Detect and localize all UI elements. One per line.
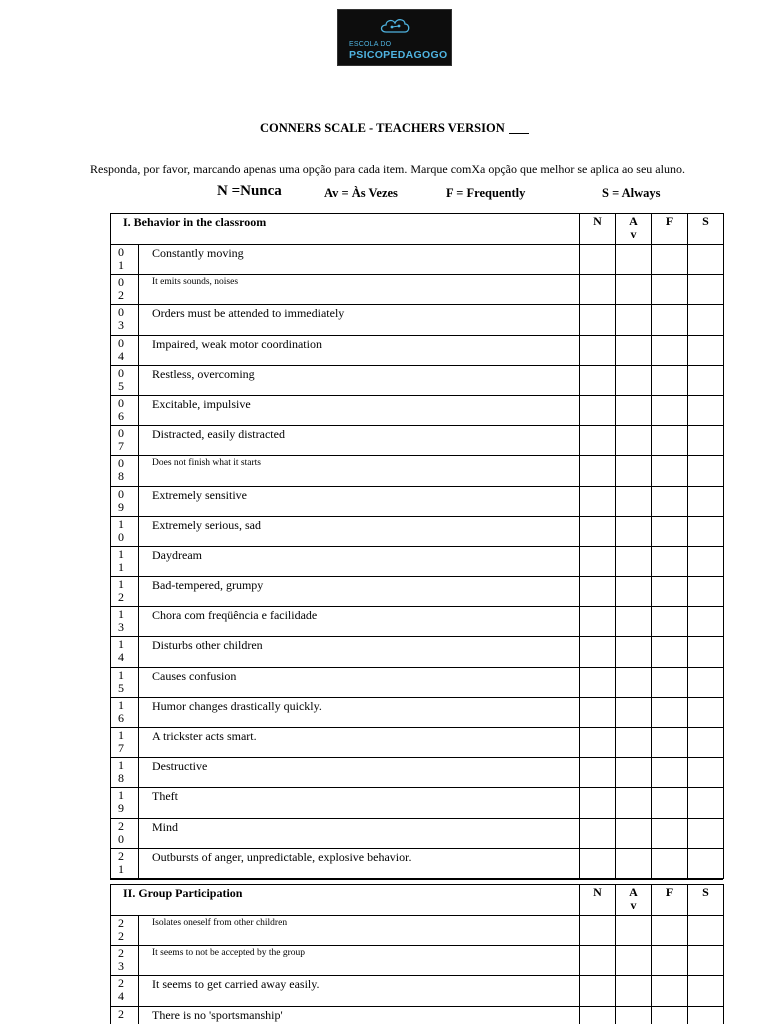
column-header: A v xyxy=(616,214,652,245)
item-number: 0 9 xyxy=(111,486,139,516)
item-number: 1 3 xyxy=(111,607,139,637)
answer-cell-n[interactable] xyxy=(580,788,616,818)
item-text: It seems to get carried away easily. xyxy=(139,976,580,1006)
item-text: Daydream xyxy=(139,546,580,576)
answer-cell-av[interactable] xyxy=(616,395,652,425)
instructions-text: Responda, por favor, marcando apenas uma opção para cada item. Marque comXa opção que melhor se aplica ao seu aluno. xyxy=(90,162,685,176)
answer-cell-n[interactable] xyxy=(580,667,616,697)
answer-cell-f[interactable] xyxy=(652,916,688,946)
item-row xyxy=(111,758,724,788)
answer-cell-n[interactable] xyxy=(580,976,616,1006)
answer-cell-s[interactable] xyxy=(688,365,724,395)
answer-cell-n[interactable] xyxy=(580,365,616,395)
answer-cell-s[interactable] xyxy=(688,546,724,576)
item-text: Restless, overcoming xyxy=(139,365,580,395)
answer-cell-av[interactable] xyxy=(616,637,652,667)
answer-cell-n[interactable] xyxy=(580,946,616,976)
item-number: 2 4 xyxy=(111,976,139,1006)
answer-cell-f[interactable] xyxy=(652,395,688,425)
logo-big-text: PSICOPEDAGOGO xyxy=(349,49,448,61)
item-number: 0 2 xyxy=(111,275,139,305)
answer-cell-n[interactable] xyxy=(580,546,616,576)
answer-cell-av[interactable] xyxy=(616,275,652,305)
section-table-classroom xyxy=(110,213,724,879)
item-text: Distracted, easily distracted xyxy=(139,426,580,456)
item-row xyxy=(111,697,724,727)
item-text: It emits sounds, noises xyxy=(139,275,580,305)
item-number: 2 0 xyxy=(111,818,139,848)
answer-cell-n[interactable] xyxy=(580,245,616,275)
answer-cell-av[interactable] xyxy=(616,1006,652,1024)
answer-cell-f[interactable] xyxy=(652,946,688,976)
item-number: 0 1 xyxy=(111,245,139,275)
answer-cell-f[interactable] xyxy=(652,546,688,576)
column-header: S xyxy=(688,214,724,245)
item-row xyxy=(111,305,724,335)
answer-cell-n[interactable] xyxy=(580,637,616,667)
answer-cell-f[interactable] xyxy=(652,335,688,365)
column-header: N xyxy=(580,214,616,245)
answer-cell-f[interactable] xyxy=(652,818,688,848)
column-header: F xyxy=(652,214,688,245)
answer-cell-s[interactable] xyxy=(688,577,724,607)
item-number: 2 3 xyxy=(111,946,139,976)
item-row xyxy=(111,667,724,697)
answer-cell-av[interactable] xyxy=(616,516,652,546)
answer-cell-av[interactable] xyxy=(616,916,652,946)
answer-cell-av[interactable] xyxy=(616,697,652,727)
answer-cell-av[interactable] xyxy=(616,335,652,365)
item-number: 0 8 xyxy=(111,456,139,486)
answer-cell-f[interactable] xyxy=(652,365,688,395)
item-row xyxy=(111,486,724,516)
answer-cell-n[interactable] xyxy=(580,486,616,516)
answer-cell-av[interactable] xyxy=(616,848,652,878)
answer-cell-av[interactable] xyxy=(616,976,652,1006)
answer-cell-n[interactable] xyxy=(580,275,616,305)
item-number: 0 3 xyxy=(111,305,139,335)
answer-cell-n[interactable] xyxy=(580,728,616,758)
item-text: Does not finish what it starts xyxy=(139,456,580,486)
item-text: Chora com freqüência e facilidade xyxy=(139,607,580,637)
answer-cell-f[interactable] xyxy=(652,577,688,607)
item-text: Causes confusion xyxy=(139,667,580,697)
item-row xyxy=(111,946,724,976)
column-header: N xyxy=(580,885,616,916)
item-number: 2 2 xyxy=(111,916,139,946)
answer-cell-f[interactable] xyxy=(652,426,688,456)
answer-cell-f[interactable] xyxy=(652,788,688,818)
answer-cell-n[interactable] xyxy=(580,335,616,365)
answer-cell-s[interactable] xyxy=(688,426,724,456)
item-text: Mind xyxy=(139,818,580,848)
item-row xyxy=(111,607,724,637)
brain-cloud-icon xyxy=(378,14,412,38)
answer-cell-s[interactable] xyxy=(688,275,724,305)
answer-cell-f[interactable] xyxy=(652,667,688,697)
item-number: 0 6 xyxy=(111,395,139,425)
answer-cell-n[interactable] xyxy=(580,916,616,946)
answer-cell-f[interactable] xyxy=(652,305,688,335)
page-title: CONNERS SCALE - TEACHERS VERSION xyxy=(260,121,505,135)
answer-cell-n[interactable] xyxy=(580,1006,616,1024)
column-header: A v xyxy=(616,885,652,916)
answer-cell-s[interactable] xyxy=(688,486,724,516)
answer-cell-n[interactable] xyxy=(580,516,616,546)
item-row xyxy=(111,546,724,576)
answer-cell-n[interactable] xyxy=(580,697,616,727)
item-row xyxy=(111,395,724,425)
item-row xyxy=(111,637,724,667)
answer-cell-s[interactable] xyxy=(688,245,724,275)
answer-cell-n[interactable] xyxy=(580,607,616,637)
answer-cell-s[interactable] xyxy=(688,637,724,667)
answer-cell-n[interactable] xyxy=(580,426,616,456)
item-number: 2 xyxy=(111,1006,139,1024)
legend-always: S = Always xyxy=(602,186,661,200)
answer-cell-av[interactable] xyxy=(616,456,652,486)
item-row xyxy=(111,976,724,1006)
item-row xyxy=(111,365,724,395)
legend-sometimes: Av = Às Vezes xyxy=(324,186,398,200)
answer-cell-s[interactable] xyxy=(688,1006,724,1024)
item-row xyxy=(111,577,724,607)
answer-cell-n[interactable] xyxy=(580,305,616,335)
item-number: 0 4 xyxy=(111,335,139,365)
item-row xyxy=(111,275,724,305)
section-title: II. Group Participation xyxy=(111,885,580,916)
answer-cell-f[interactable] xyxy=(652,607,688,637)
item-number: 0 7 xyxy=(111,426,139,456)
item-text: Humor changes drastically quickly. xyxy=(139,697,580,727)
section-header-row xyxy=(111,885,724,916)
answer-cell-av[interactable] xyxy=(616,818,652,848)
item-row xyxy=(111,516,724,546)
answer-cell-s[interactable] xyxy=(688,607,724,637)
answer-cell-s[interactable] xyxy=(688,667,724,697)
item-text: Bad-tempered, grumpy xyxy=(139,577,580,607)
item-number: 1 5 xyxy=(111,667,139,697)
item-text: A trickster acts smart. xyxy=(139,728,580,758)
answer-cell-s[interactable] xyxy=(688,848,724,878)
school-logo xyxy=(337,9,452,66)
answer-cell-s[interactable] xyxy=(688,818,724,848)
item-row xyxy=(111,1006,724,1024)
answer-cell-av[interactable] xyxy=(616,607,652,637)
item-row xyxy=(111,335,724,365)
answer-cell-f[interactable] xyxy=(652,976,688,1006)
answer-cell-av[interactable] xyxy=(616,667,652,697)
answer-cell-f[interactable] xyxy=(652,848,688,878)
answer-cell-f[interactable] xyxy=(652,728,688,758)
answer-cell-av[interactable] xyxy=(616,486,652,516)
item-row xyxy=(111,245,724,275)
item-text: Extremely serious, sad xyxy=(139,516,580,546)
item-number: 0 5 xyxy=(111,365,139,395)
item-text: Orders must be attended to immediately xyxy=(139,305,580,335)
answer-cell-s[interactable] xyxy=(688,456,724,486)
title-underline xyxy=(509,133,529,134)
answer-cell-f[interactable] xyxy=(652,486,688,516)
answer-cell-av[interactable] xyxy=(616,788,652,818)
answer-cell-n[interactable] xyxy=(580,395,616,425)
answer-cell-s[interactable] xyxy=(688,305,724,335)
answer-cell-s[interactable] xyxy=(688,788,724,818)
answer-cell-n[interactable] xyxy=(580,818,616,848)
column-header: F xyxy=(652,885,688,916)
answer-cell-av[interactable] xyxy=(616,946,652,976)
item-text: Disturbs other children xyxy=(139,637,580,667)
answer-cell-f[interactable] xyxy=(652,516,688,546)
item-number: 1 4 xyxy=(111,637,139,667)
answer-cell-av[interactable] xyxy=(616,245,652,275)
answer-cell-s[interactable] xyxy=(688,758,724,788)
item-row xyxy=(111,426,724,456)
legend-frequently: F = Frequently xyxy=(446,186,526,200)
answer-cell-av[interactable] xyxy=(616,426,652,456)
answer-cell-s[interactable] xyxy=(688,946,724,976)
legend-never: N =Nunca xyxy=(217,183,282,199)
item-text: Outbursts of anger, unpredictable, explosive behavior. xyxy=(139,848,580,878)
answer-cell-s[interactable] xyxy=(688,335,724,365)
answer-cell-av[interactable] xyxy=(616,305,652,335)
answer-cell-av[interactable] xyxy=(616,728,652,758)
item-text: There is no 'sportsmanship' xyxy=(139,1006,580,1024)
section-table-group xyxy=(110,884,724,1024)
answer-cell-s[interactable] xyxy=(688,728,724,758)
section-divider xyxy=(110,879,723,880)
item-row xyxy=(111,788,724,818)
item-number: 1 6 xyxy=(111,697,139,727)
item-text: Destructive xyxy=(139,758,580,788)
answer-cell-av[interactable] xyxy=(616,365,652,395)
item-row xyxy=(111,848,724,878)
answer-cell-f[interactable] xyxy=(652,758,688,788)
column-header: S xyxy=(688,885,724,916)
answer-cell-s[interactable] xyxy=(688,916,724,946)
item-row xyxy=(111,818,724,848)
logo-small-text: ESCOLA DO xyxy=(349,41,392,48)
answer-cell-f[interactable] xyxy=(652,245,688,275)
item-number: 1 1 xyxy=(111,546,139,576)
answer-cell-av[interactable] xyxy=(616,546,652,576)
answer-cell-n[interactable] xyxy=(580,577,616,607)
item-text: It seems to not be accepted by the group xyxy=(139,946,580,976)
answer-cell-n[interactable] xyxy=(580,848,616,878)
answer-cell-s[interactable] xyxy=(688,516,724,546)
item-row xyxy=(111,728,724,758)
item-number: 1 9 xyxy=(111,788,139,818)
section-header-row xyxy=(111,214,724,245)
item-number: 1 7 xyxy=(111,728,139,758)
answer-cell-s[interactable] xyxy=(688,395,724,425)
item-text: Extremely sensitive xyxy=(139,486,580,516)
item-row xyxy=(111,916,724,946)
answer-cell-f[interactable] xyxy=(652,697,688,727)
answer-cell-f[interactable] xyxy=(652,275,688,305)
answer-cell-s[interactable] xyxy=(688,976,724,1006)
item-number: 1 2 xyxy=(111,577,139,607)
item-text: Theft xyxy=(139,788,580,818)
item-text: Excitable, impulsive xyxy=(139,395,580,425)
item-text: Isolates oneself from other children xyxy=(139,916,580,946)
item-text: Impaired, weak motor coordination xyxy=(139,335,580,365)
item-row xyxy=(111,456,724,486)
answer-cell-f[interactable] xyxy=(652,1006,688,1024)
answer-cell-n[interactable] xyxy=(580,758,616,788)
answer-cell-s[interactable] xyxy=(688,697,724,727)
answer-cell-f[interactable] xyxy=(652,637,688,667)
answer-cell-f[interactable] xyxy=(652,456,688,486)
item-number: 2 1 xyxy=(111,848,139,878)
answer-cell-n[interactable] xyxy=(580,456,616,486)
item-number: 1 8 xyxy=(111,758,139,788)
answer-cell-av[interactable] xyxy=(616,758,652,788)
answer-cell-av[interactable] xyxy=(616,577,652,607)
section-title: I. Behavior in the classroom xyxy=(111,214,580,245)
item-number: 1 0 xyxy=(111,516,139,546)
item-text: Constantly moving xyxy=(139,245,580,275)
